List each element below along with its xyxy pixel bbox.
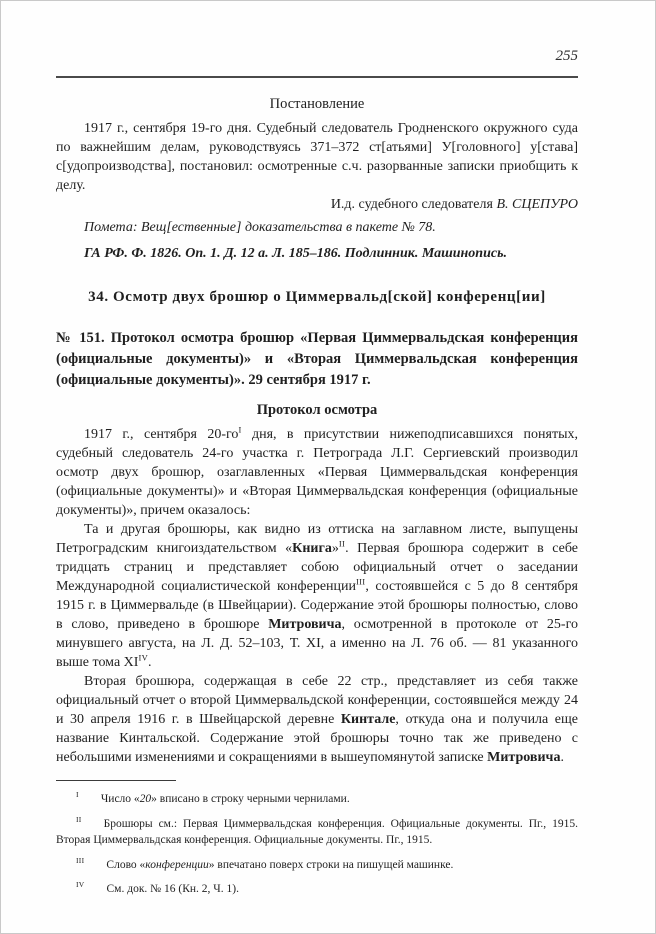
text-run: , осмотренной в протоколе от 25-го минувшего августа, на Л. Д. 52–103, Т. XI, а именно на Л. 76 об. — 81 указанного выше тома XI [56, 617, 578, 670]
protocol-heading: Протокол осмотра [256, 402, 378, 418]
footnote-2 [56, 812, 578, 848]
signature-line [56, 195, 578, 215]
footnote-ref-2: II [338, 538, 346, 549]
text-run: . [148, 655, 152, 670]
text-run: Вторая брошюра, содержащая в себе 22 стр., представляет из себя также официальный отчет о второй Циммервальдской конференции, состоявшейся между 24 и 30 апреля 1916 г. в Швейцарской деревне [56, 674, 578, 727]
document-title: № 151. Протокол осмотра брошюр «Первая Циммервальдская конференция (официальные документы)» и «Вторая Циммервальдская конференция (официальные документы)». 29 сентября 1917 г. [56, 330, 578, 388]
footnote-1 [56, 787, 578, 807]
text-run: . Первая брошюра содержит в себе тридцать страниц и представляет собою официальный отчет о заседании Международной социалистической конференции [56, 541, 578, 594]
note-line: Помета: Вещ[ественные] доказательства в пакете № 78. [84, 220, 436, 235]
footnote-marker-4: IV [76, 880, 85, 890]
text-run: » [331, 541, 339, 556]
text-run: , откуда она и получила еще название Кинтальской. Содержание этой брошюры точно так же приведено с небольшими изменениями и сокращениями в вышеупомянутой записке [56, 712, 578, 765]
section-heading: 34. Осмотр двух брошюр о Циммервальд[ской] конференц[ии] [88, 289, 546, 305]
protocol-paragraph-1 [56, 425, 578, 520]
text-run: 1917 г., сентября 20-го [84, 427, 239, 442]
page-number: 255 [555, 48, 578, 64]
resolution-body: 1917 г., сентября 19-го дня. Судебный следователь Гродненского окружного суда по важнейшим делам, руководствуясь 371–372 ст[атьями] У[головного] у[става] с[удопроизводства], постановил: осмотренные с.ч. разорванные записки приобщить к делу. [56, 121, 578, 193]
text-run: , состоявшейся с 5 до 8 сентября 1915 г. в Циммервальде (в Швейцарии). Содержание этой брошюры полностью, слово в слово, приведено в брошюре [56, 579, 578, 632]
archive-reference: ГА РФ. Ф. 1826. Оп. 1. Д. 12 а. Л. 185–186. Подлинник. Машинопись. [84, 246, 507, 261]
footnote-ref-1: I [238, 424, 242, 435]
emphasis-mitrovich-2: Митровича [487, 750, 561, 765]
footnote-3 [56, 853, 578, 873]
text-run: Число « [100, 792, 140, 805]
text-run: Слово « [106, 858, 146, 871]
text-run: » впечатано поверх строки на пишущей машинке. [208, 858, 454, 871]
footnote-marker-2: II [76, 814, 82, 824]
footnotes-block [56, 787, 578, 897]
footnote-ref-3: III [356, 576, 366, 587]
text-run: . [560, 750, 564, 765]
emphasis-mitrovich: Митровича [268, 617, 342, 632]
protocol-paragraph-2 [56, 520, 578, 672]
protocol-paragraph-3 [56, 672, 578, 767]
footnote-marker-3: III [76, 855, 85, 865]
footnote-marker-1: I [76, 790, 79, 799]
text-run: » вписано в строку черными чернилами. [151, 792, 350, 805]
resolution-title: Постановление [269, 96, 365, 112]
signature-role: И.д. судебного следователя [330, 197, 497, 212]
footnote-ref-4: IV [138, 652, 149, 663]
emphasis-kintal: Кинтале [340, 712, 396, 727]
text-run: дня, в присутствии нижеподписавшихся понятых, судебный следователь 24-го участка г. Петрограда Л.Г. Сергиевский производил осмотр двух брошюр, озаглавленных «Первая Циммервальдская конференция (официальные документы)» и «Вторая Циммервальдская конференция (официальные документы)», причем оказалось: [56, 427, 578, 518]
footnote-separator [56, 780, 176, 781]
footnote-italic-20: 20 [139, 792, 152, 805]
signature-name: В. СЦЕПУРО [496, 197, 578, 212]
text-run: Брошюры см.: Первая Циммервальдская конференция. Официальные документы. Пг., 1915. Вторая Циммервальдская конференция. Официальные документы. Пг., 1915. [56, 817, 578, 846]
header-rule [56, 76, 578, 78]
text-run: Та и другая брошюры, как видно из оттиска на заглавном листе, выпущены Петроградским книгоиздательством « [56, 522, 578, 556]
text-run: См. док. № 16 (Кн. 2, Ч. 1). [106, 883, 239, 896]
emphasis-kniga: Книга [292, 541, 332, 556]
footnote-italic-konferencii: конференции [145, 858, 209, 871]
footnote-4 [56, 877, 578, 897]
